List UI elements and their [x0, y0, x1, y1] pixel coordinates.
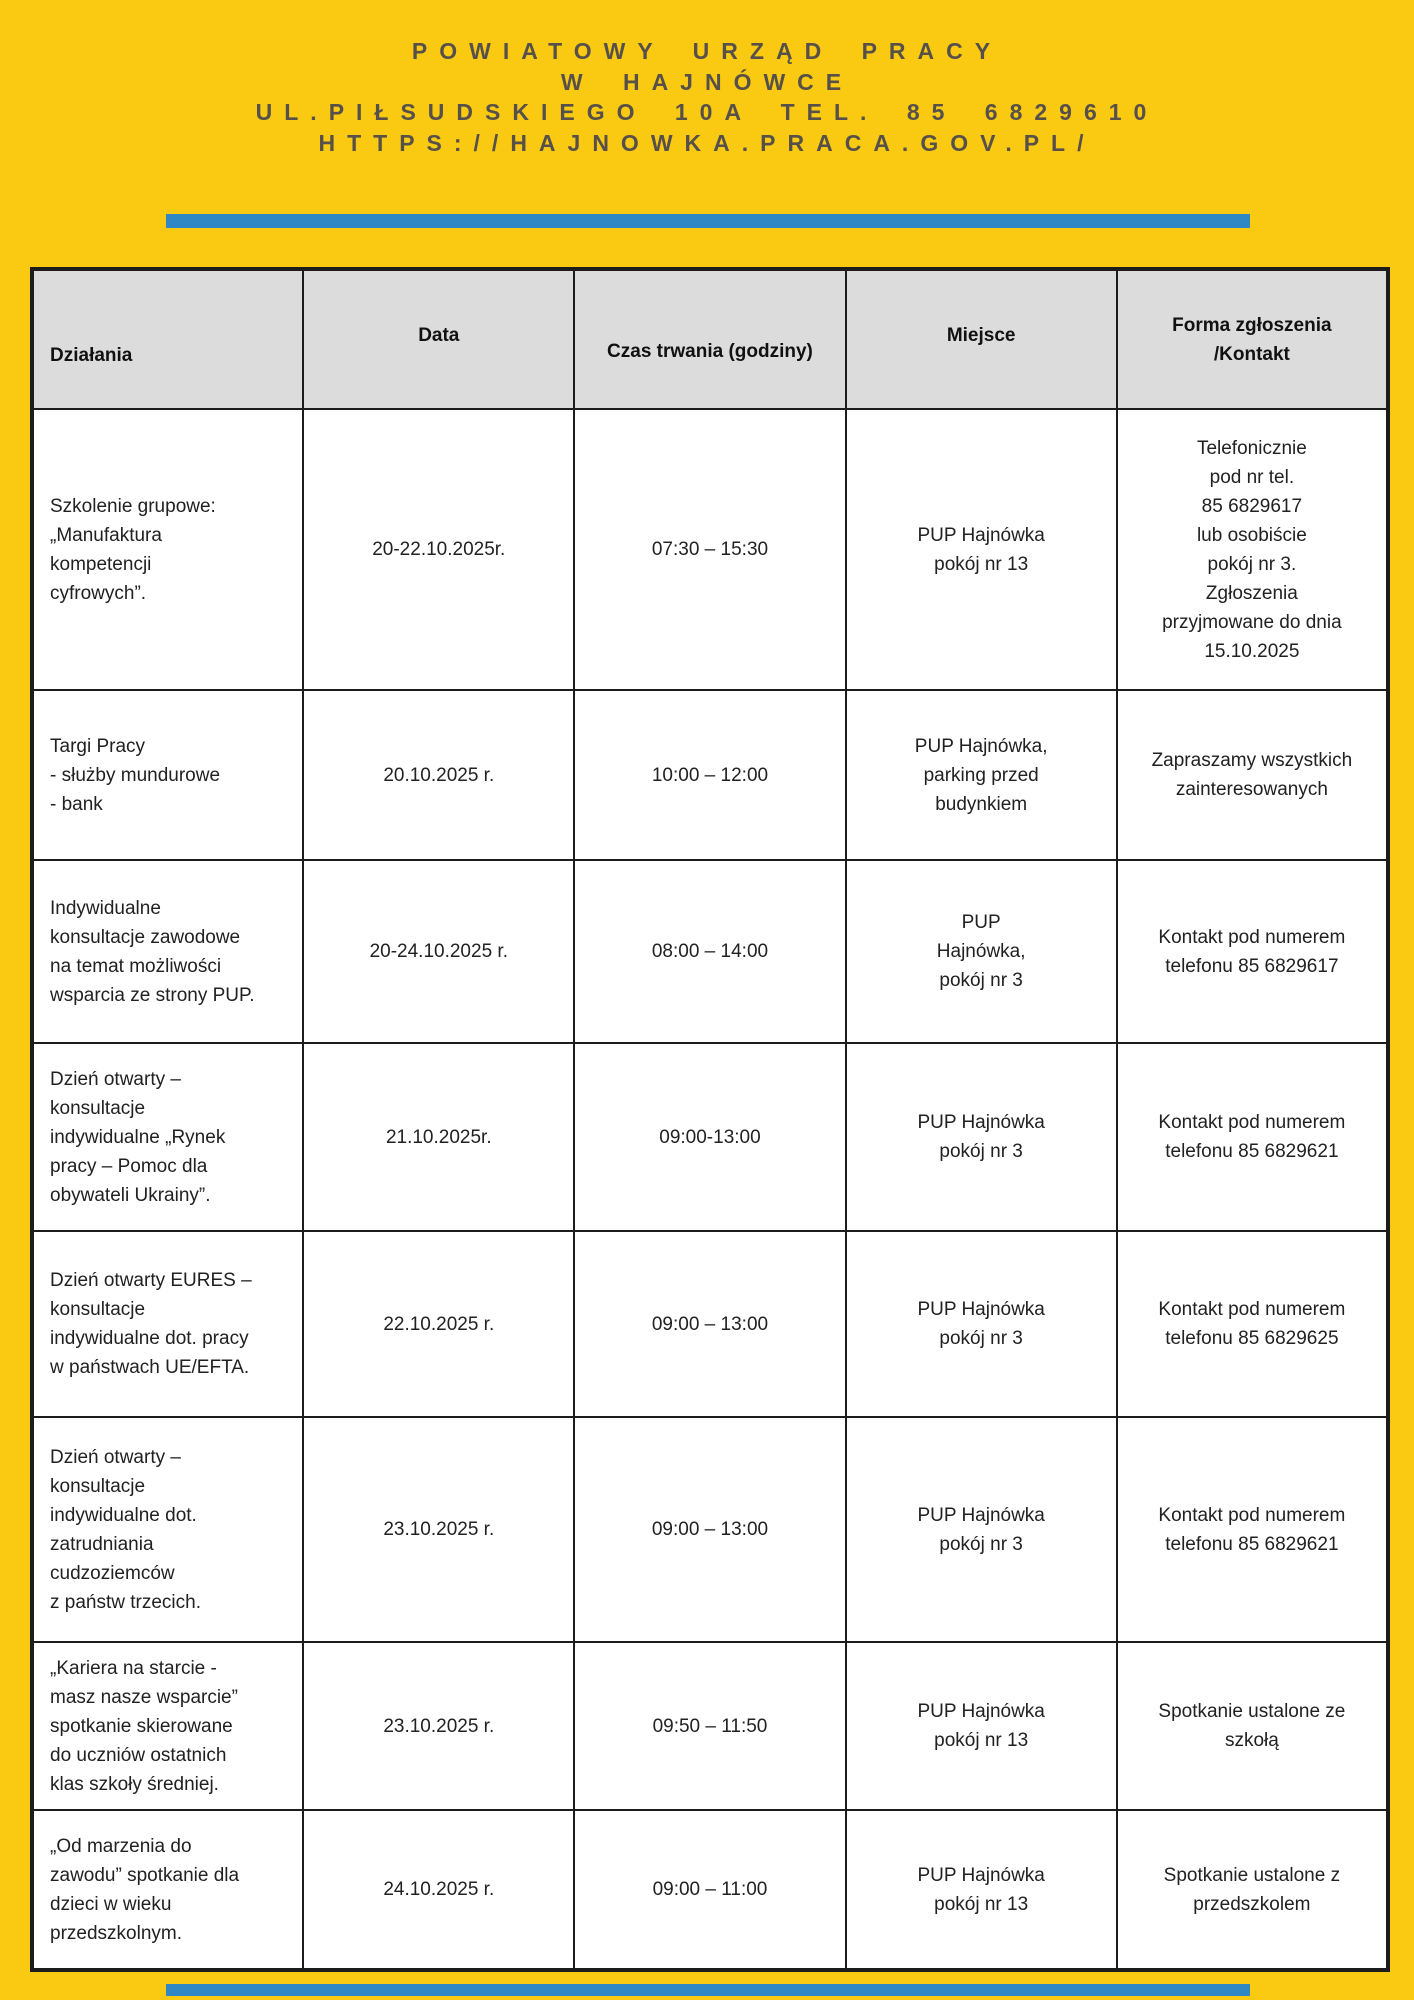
date-cell: 23.10.2025 r. — [303, 1642, 574, 1810]
date-cell: 24.10.2025 r. — [303, 1810, 574, 1970]
contact-cell: Spotkanie ustalone z przedszkolem — [1117, 1810, 1388, 1970]
time-cell: 08:00 – 14:00 — [574, 860, 845, 1043]
contact-cell: Kontakt pod numerem telefonu 85 6829621 — [1117, 1417, 1388, 1642]
date-cell: 22.10.2025 r. — [303, 1231, 574, 1417]
header-divider-bar — [166, 214, 1250, 228]
activity-cell: Indywidualne konsultacje zawodowe na temat możliwości wsparcia ze strony PUP. — [32, 860, 303, 1043]
org-website: HTTPS://HAJNOWKA.PRACA.GOV.PL/ — [318, 129, 1096, 156]
contact-cell: Kontakt pod numerem telefonu 85 6829625 — [1117, 1231, 1388, 1417]
contact-cell: Zapraszamy wszystkich zainteresowanych — [1117, 690, 1388, 860]
table-row — [32, 860, 1388, 1043]
contact-cell: Spotkanie ustalone ze szkołą — [1117, 1642, 1388, 1810]
activity-cell: Szkolenie grupowe: „Manufaktura kompetencji cyfrowych”. — [32, 409, 303, 690]
date-cell: 20-22.10.2025r. — [303, 409, 574, 690]
table-row — [32, 409, 1388, 690]
time-cell: 09:00 – 11:00 — [574, 1810, 845, 1970]
time-cell: 09:00 – 13:00 — [574, 1231, 845, 1417]
place-cell: PUP Hajnówka pokój nr 13 — [846, 409, 1117, 690]
activity-cell: „Kariera na starcie - masz nasze wsparcie” spotkanie skierowane do uczniów ostatnich klas szkoły średniej. — [32, 1642, 303, 1810]
table-row — [32, 1417, 1388, 1642]
place-cell: PUP Hajnówka pokój nr 3 — [846, 1231, 1117, 1417]
activity-cell: Targi Pracy - służby mundurowe - bank — [32, 690, 303, 860]
column-header-dzialania: Działania — [32, 269, 303, 409]
date-cell: 21.10.2025r. — [303, 1043, 574, 1231]
time-cell: 07:30 – 15:30 — [574, 409, 845, 690]
table-row — [32, 1231, 1388, 1417]
time-cell: 09:50 – 11:50 — [574, 1642, 845, 1810]
footer-divider-bar — [166, 1984, 1250, 1996]
place-cell: PUP Hajnówka, pokój nr 3 — [846, 860, 1117, 1043]
column-header-czas-trwania: Czas trwania (godziny) — [574, 269, 845, 409]
column-header-data: Data — [303, 269, 574, 409]
date-cell: 20-24.10.2025 r. — [303, 860, 574, 1043]
schedule-table — [30, 267, 1390, 1972]
org-address-phone: UL.PIŁSUDSKIEGO 10A TEL. 85 6829610 — [255, 99, 1159, 125]
contact-cell: Telefonicznie pod nr tel. 85 6829617 lub osobiście pokój nr 3. Zgłoszenia przyjmowane do dnia 15.10.2025 — [1117, 409, 1388, 690]
place-cell: PUP Hajnówka, parking przed budynkiem — [846, 690, 1117, 860]
time-cell: 09:00-13:00 — [574, 1043, 845, 1231]
time-cell: 09:00 – 13:00 — [574, 1417, 845, 1642]
place-cell: PUP Hajnówka pokój nr 13 — [846, 1810, 1117, 1970]
org-header — [0, 0, 1414, 158]
table-row — [32, 1642, 1388, 1810]
activity-cell: „Od marzenia do zawodu” spotkanie dla dzieci w wieku przedszkolnym. — [32, 1810, 303, 1970]
contact-cell: Kontakt pod numerem telefonu 85 6829617 — [1117, 860, 1388, 1043]
org-name-line2: W HAJNÓWCE — [560, 68, 854, 95]
place-cell: PUP Hajnówka pokój nr 3 — [846, 1043, 1117, 1231]
place-cell: PUP Hajnówka pokój nr 3 — [846, 1417, 1117, 1642]
time-cell: 10:00 – 12:00 — [574, 690, 845, 860]
table-row — [32, 690, 1388, 860]
activity-cell: Dzień otwarty – konsultacje indywidualne dot. zatrudniania cudzoziemców z państw trzecich. — [32, 1417, 303, 1642]
activity-cell: Dzień otwarty – konsultacje indywidualne „Rynek pracy – Pomoc dla obywateli Ukrainy”. — [32, 1043, 303, 1231]
date-cell: 23.10.2025 r. — [303, 1417, 574, 1642]
activity-cell: Dzień otwarty EURES – konsultacje indywidualne dot. pracy w państwach UE/EFTA. — [32, 1231, 303, 1417]
date-cell: 20.10.2025 r. — [303, 690, 574, 860]
place-cell: PUP Hajnówka pokój nr 13 — [846, 1642, 1117, 1810]
table-header-row — [32, 269, 1388, 409]
column-header-forma-zgloszenia: Forma zgłoszenia /Kontakt — [1117, 269, 1388, 409]
column-header-miejsce: Miejsce — [846, 269, 1117, 409]
contact-cell: Kontakt pod numerem telefonu 85 6829621 — [1117, 1043, 1388, 1231]
table-row — [32, 1810, 1388, 1970]
table-row — [32, 1043, 1388, 1231]
org-name-line1: POWIATOWY URZĄD PRACY — [411, 38, 1003, 64]
